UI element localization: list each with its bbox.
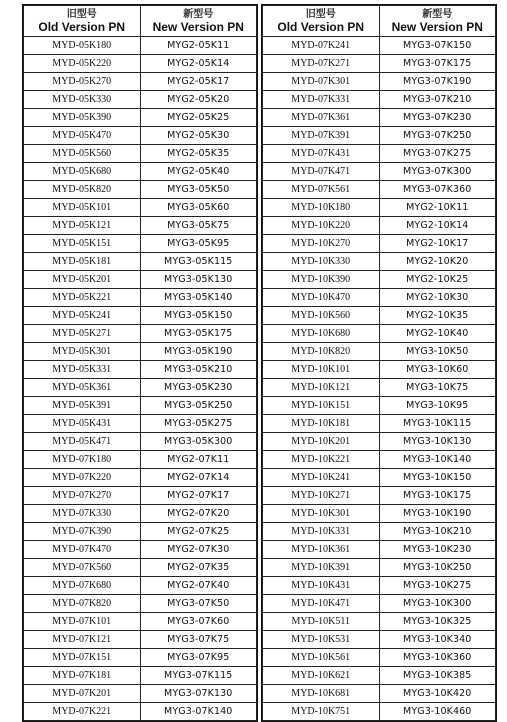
new-pn-cell: MYG3-05K150 — [140, 307, 257, 325]
header-row — [263, 6, 496, 37]
table-row — [24, 127, 257, 145]
new-pn-cell: MYG3-10K175 — [379, 487, 496, 505]
old-pn-cell: MYD-07K101 — [24, 613, 141, 631]
old-pn-cell: MYD-05K331 — [24, 361, 141, 379]
new-pn-cell: MYG3-05K175 — [140, 325, 257, 343]
new-pn-cell: MYG2-10K11 — [379, 199, 496, 217]
new-pn-cell: MYG3-10K230 — [379, 541, 496, 559]
new-pn-header-en: New Version PN — [152, 20, 244, 34]
old-pn-cell: MYD-10K511 — [263, 613, 380, 631]
table-row — [24, 667, 257, 685]
table-row — [24, 469, 257, 487]
table-row — [263, 199, 496, 217]
table-row — [24, 343, 257, 361]
table-row — [24, 415, 257, 433]
old-pn-header-en: Old Version PN — [277, 20, 365, 34]
old-pn-cell: MYD-05K121 — [24, 217, 141, 235]
table-row — [263, 55, 496, 73]
old-pn-cell: MYD-05K201 — [24, 271, 141, 289]
old-pn-cell: MYD-07K390 — [24, 523, 141, 541]
table-row — [263, 613, 496, 631]
old-pn-cell: MYD-05K271 — [24, 325, 141, 343]
right-table-block — [261, 4, 497, 722]
table-row — [24, 631, 257, 649]
new-pn-cell: MYG2-07K20 — [140, 505, 257, 523]
old-pn-cell: MYD-07K471 — [263, 163, 380, 181]
table-row — [24, 523, 257, 541]
table-row — [24, 361, 257, 379]
old-pn-cell: MYD-05K471 — [24, 433, 141, 451]
old-pn-cell: MYD-05K330 — [24, 91, 141, 109]
old-pn-cell: MYD-05K221 — [24, 289, 141, 307]
old-pn-cell: MYD-07K301 — [263, 73, 380, 91]
old-pn-cell: MYD-07K121 — [24, 631, 141, 649]
table-row — [263, 649, 496, 667]
new-pn-cell: MYG2-07K11 — [140, 451, 257, 469]
old-pn-cell: MYD-05K391 — [24, 397, 141, 415]
old-pn-cell: MYD-10K181 — [263, 415, 380, 433]
table-row — [24, 253, 257, 271]
new-pn-cell: MYG3-10K250 — [379, 559, 496, 577]
old-pn-cell: MYD-10K270 — [263, 235, 380, 253]
new-pn-cell: MYG2-05K20 — [140, 91, 257, 109]
old-pn-cell: MYD-10K471 — [263, 595, 380, 613]
table-row — [263, 397, 496, 415]
old-pn-cell: MYD-07K331 — [263, 91, 380, 109]
old-pn-cell: MYD-05K101 — [24, 199, 141, 217]
new-pn-cell: MYG2-10K30 — [379, 289, 496, 307]
old-pn-cell: MYD-05K151 — [24, 235, 141, 253]
old-pn-cell: MYD-07K270 — [24, 487, 141, 505]
old-pn-cell: MYD-10K531 — [263, 631, 380, 649]
table-row — [24, 289, 257, 307]
old-pn-cell: MYD-05K560 — [24, 145, 141, 163]
new-pn-cell: MYG3-05K115 — [140, 253, 257, 271]
table-row — [263, 361, 496, 379]
new-pn-cell: MYG2-10K40 — [379, 325, 496, 343]
old-pn-cell: MYD-07K391 — [263, 127, 380, 145]
table-row — [263, 559, 496, 577]
new-pn-cell: MYG3-05K250 — [140, 397, 257, 415]
new-pn-header-en: New Version PN — [391, 20, 483, 34]
new-pn-cell: MYG3-07K190 — [379, 73, 496, 91]
new-pn-cell: MYG2-10K35 — [379, 307, 496, 325]
table-row — [24, 145, 257, 163]
new-pn-cell: MYG2-07K40 — [140, 577, 257, 595]
table-row — [24, 199, 257, 217]
table-row — [24, 613, 257, 631]
table-row — [24, 325, 257, 343]
old-pn-cell: MYD-10K680 — [263, 325, 380, 343]
old-pn-cell: MYD-10K560 — [263, 307, 380, 325]
table-row — [263, 343, 496, 361]
old-pn-cell: MYD-10K431 — [263, 577, 380, 595]
table-row — [263, 487, 496, 505]
new-pn-cell: MYG3-07K150 — [379, 37, 496, 55]
new-pn-cell: MYG3-07K115 — [140, 667, 257, 685]
new-pn-cell: MYG3-05K230 — [140, 379, 257, 397]
new-pn-cell: MYG2-05K25 — [140, 109, 257, 127]
table-row — [263, 415, 496, 433]
new-pn-cell: MYG3-05K75 — [140, 217, 257, 235]
new-pn-cell: MYG3-10K130 — [379, 433, 496, 451]
new-pn-header — [379, 6, 496, 37]
table-row — [24, 487, 257, 505]
old-pn-cell: MYD-07K470 — [24, 541, 141, 559]
new-pn-cell: MYG3-07K140 — [140, 703, 257, 721]
new-pn-cell: MYG3-07K175 — [379, 55, 496, 73]
table-row — [24, 181, 257, 199]
new-pn-cell: MYG2-05K17 — [140, 73, 257, 91]
old-pn-header — [263, 6, 380, 37]
header-row — [24, 6, 257, 37]
new-pn-cell: MYG3-10K340 — [379, 631, 496, 649]
new-pn-cell: MYG3-10K385 — [379, 667, 496, 685]
new-pn-cell: MYG3-10K50 — [379, 343, 496, 361]
old-pn-cell: MYD-07K201 — [24, 685, 141, 703]
old-pn-cell: MYD-10K121 — [263, 379, 380, 397]
new-pn-cell: MYG2-05K14 — [140, 55, 257, 73]
table-row — [263, 253, 496, 271]
table-row — [263, 127, 496, 145]
new-pn-cell: MYG2-07K25 — [140, 523, 257, 541]
table-body-right — [263, 37, 496, 721]
table-row — [263, 541, 496, 559]
old-pn-cell: MYD-10K220 — [263, 217, 380, 235]
new-pn-cell: MYG2-10K14 — [379, 217, 496, 235]
new-pn-cell: MYG2-07K17 — [140, 487, 257, 505]
old-pn-cell: MYD-10K101 — [263, 361, 380, 379]
table-row — [24, 559, 257, 577]
old-pn-cell: MYD-07K820 — [24, 595, 141, 613]
old-pn-header-zh: 旧型号 — [66, 9, 97, 20]
new-pn-cell: MYG3-10K150 — [379, 469, 496, 487]
new-pn-cell: MYG3-10K460 — [379, 703, 496, 721]
table-row — [263, 91, 496, 109]
old-pn-cell: MYD-10K470 — [263, 289, 380, 307]
new-pn-cell: MYG3-10K95 — [379, 397, 496, 415]
old-pn-cell: MYD-05K181 — [24, 253, 141, 271]
new-pn-cell: MYG3-05K210 — [140, 361, 257, 379]
old-pn-cell: MYD-05K820 — [24, 181, 141, 199]
new-pn-cell: MYG2-07K14 — [140, 469, 257, 487]
table-body-left — [24, 37, 257, 721]
table-row — [24, 703, 257, 721]
table-row — [263, 271, 496, 289]
new-pn-cell: MYG3-10K75 — [379, 379, 496, 397]
old-pn-header — [24, 6, 141, 37]
table-row — [263, 703, 496, 721]
old-pn-cell: MYD-07K220 — [24, 469, 141, 487]
new-pn-cell: MYG3-05K95 — [140, 235, 257, 253]
new-pn-cell: MYG2-07K35 — [140, 559, 257, 577]
old-pn-cell: MYD-07K221 — [24, 703, 141, 721]
new-pn-cell: MYG3-07K95 — [140, 649, 257, 667]
new-pn-cell: MYG3-07K75 — [140, 631, 257, 649]
old-pn-cell: MYD-10K151 — [263, 397, 380, 415]
table-row — [24, 577, 257, 595]
old-pn-cell: MYD-05K470 — [24, 127, 141, 145]
new-pn-cell: MYG3-07K50 — [140, 595, 257, 613]
new-pn-cell: MYG2-07K30 — [140, 541, 257, 559]
table-row — [24, 685, 257, 703]
table-row — [263, 307, 496, 325]
old-pn-cell: MYD-07K181 — [24, 667, 141, 685]
table-row — [263, 595, 496, 613]
new-pn-cell: MYG3-10K420 — [379, 685, 496, 703]
table-row — [263, 469, 496, 487]
new-pn-cell: MYG3-10K300 — [379, 595, 496, 613]
table-row — [24, 541, 257, 559]
table-row — [263, 73, 496, 91]
table-row — [24, 73, 257, 91]
new-pn-cell: MYG3-05K300 — [140, 433, 257, 451]
old-pn-header-zh: 旧型号 — [305, 9, 336, 20]
table-row — [263, 325, 496, 343]
new-pn-cell: MYG3-07K360 — [379, 181, 496, 199]
table-row — [24, 595, 257, 613]
table-row — [263, 145, 496, 163]
old-pn-cell: MYD-10K390 — [263, 271, 380, 289]
new-pn-cell: MYG2-05K30 — [140, 127, 257, 145]
new-pn-cell: MYG3-07K130 — [140, 685, 257, 703]
old-pn-cell: MYD-07K330 — [24, 505, 141, 523]
table-row — [24, 163, 257, 181]
old-pn-cell: MYD-07K680 — [24, 577, 141, 595]
old-pn-cell: MYD-07K431 — [263, 145, 380, 163]
table-row — [24, 397, 257, 415]
new-pn-cell: MYG3-07K60 — [140, 613, 257, 631]
new-pn-cell: MYG2-10K25 — [379, 271, 496, 289]
old-pn-cell: MYD-10K201 — [263, 433, 380, 451]
new-pn-cell: MYG3-10K275 — [379, 577, 496, 595]
new-pn-cell: MYG3-05K190 — [140, 343, 257, 361]
table-row — [263, 577, 496, 595]
table-row — [263, 181, 496, 199]
old-pn-cell: MYD-07K151 — [24, 649, 141, 667]
old-pn-cell: MYD-05K431 — [24, 415, 141, 433]
old-pn-cell: MYD-05K301 — [24, 343, 141, 361]
old-pn-cell: MYD-05K180 — [24, 37, 141, 55]
old-pn-cell: MYD-05K241 — [24, 307, 141, 325]
new-pn-cell: MYG3-05K275 — [140, 415, 257, 433]
table-row — [263, 685, 496, 703]
old-pn-cell: MYD-05K220 — [24, 55, 141, 73]
new-pn-header — [140, 6, 257, 37]
table-row — [263, 667, 496, 685]
new-pn-cell: MYG3-10K210 — [379, 523, 496, 541]
table-row — [263, 631, 496, 649]
table-row — [24, 271, 257, 289]
new-pn-header-zh: 新型号 — [422, 9, 453, 20]
old-pn-cell: MYD-07K241 — [263, 37, 380, 55]
new-pn-cell: MYG2-05K11 — [140, 37, 257, 55]
table-row — [24, 109, 257, 127]
table-row — [24, 505, 257, 523]
table-row — [24, 37, 257, 55]
table-row — [263, 37, 496, 55]
table-row — [24, 379, 257, 397]
new-pn-cell: MYG3-10K360 — [379, 649, 496, 667]
left-table-block — [22, 4, 258, 722]
new-pn-cell: MYG3-10K115 — [379, 415, 496, 433]
old-pn-cell: MYD-07K361 — [263, 109, 380, 127]
table-row — [263, 289, 496, 307]
old-pn-cell: MYD-10K301 — [263, 505, 380, 523]
old-pn-cell: MYD-10K561 — [263, 649, 380, 667]
pn-table-right — [262, 5, 496, 721]
new-pn-cell: MYG3-07K210 — [379, 91, 496, 109]
old-pn-cell: MYD-07K561 — [263, 181, 380, 199]
old-pn-cell: MYD-10K621 — [263, 667, 380, 685]
new-pn-cell: MYG3-07K250 — [379, 127, 496, 145]
table-row — [24, 307, 257, 325]
new-pn-cell: MYG3-07K300 — [379, 163, 496, 181]
new-pn-cell: MYG3-05K130 — [140, 271, 257, 289]
table-row — [263, 163, 496, 181]
table-row — [263, 505, 496, 523]
old-pn-cell: MYD-10K330 — [263, 253, 380, 271]
old-pn-header-en: Old Version PN — [38, 20, 126, 34]
old-pn-cell: MYD-10K180 — [263, 199, 380, 217]
new-pn-cell: MYG3-10K190 — [379, 505, 496, 523]
pn-table-left — [23, 5, 257, 721]
new-pn-cell: MYG2-10K20 — [379, 253, 496, 271]
table-row — [24, 649, 257, 667]
new-pn-cell: MYG3-07K230 — [379, 109, 496, 127]
new-pn-cell: MYG3-05K60 — [140, 199, 257, 217]
new-pn-cell: MYG3-05K140 — [140, 289, 257, 307]
new-pn-cell: MYG2-05K40 — [140, 163, 257, 181]
old-pn-cell: MYD-05K390 — [24, 109, 141, 127]
old-pn-cell: MYD-05K270 — [24, 73, 141, 91]
table-row — [263, 451, 496, 469]
new-pn-cell: MYG3-10K140 — [379, 451, 496, 469]
old-pn-cell: MYD-05K361 — [24, 379, 141, 397]
table-row — [24, 55, 257, 73]
old-pn-cell: MYD-10K271 — [263, 487, 380, 505]
old-pn-cell: MYD-07K180 — [24, 451, 141, 469]
old-pn-cell: MYD-07K271 — [263, 55, 380, 73]
table-row — [24, 235, 257, 253]
old-pn-cell: MYD-10K391 — [263, 559, 380, 577]
table-row — [24, 217, 257, 235]
new-pn-cell: MYG3-07K275 — [379, 145, 496, 163]
table-row — [263, 433, 496, 451]
old-pn-cell: MYD-07K560 — [24, 559, 141, 577]
table-row — [263, 109, 496, 127]
new-pn-cell: MYG3-10K60 — [379, 361, 496, 379]
table-row — [24, 451, 257, 469]
new-pn-cell: MYG2-05K35 — [140, 145, 257, 163]
old-pn-cell: MYD-10K681 — [263, 685, 380, 703]
old-pn-cell: MYD-10K820 — [263, 343, 380, 361]
new-pn-cell: MYG3-05K50 — [140, 181, 257, 199]
old-pn-cell: MYD-10K361 — [263, 541, 380, 559]
table-row — [24, 91, 257, 109]
new-pn-header-zh: 新型号 — [183, 9, 214, 20]
table-row — [263, 217, 496, 235]
old-pn-cell: MYD-10K221 — [263, 451, 380, 469]
old-pn-cell: MYD-10K751 — [263, 703, 380, 721]
table-row — [263, 235, 496, 253]
new-pn-cell: MYG3-10K325 — [379, 613, 496, 631]
new-pn-cell: MYG2-10K17 — [379, 235, 496, 253]
old-pn-cell: MYD-10K331 — [263, 523, 380, 541]
old-pn-cell: MYD-05K680 — [24, 163, 141, 181]
table-row — [24, 433, 257, 451]
table-row — [263, 379, 496, 397]
old-pn-cell: MYD-10K241 — [263, 469, 380, 487]
table-row — [263, 523, 496, 541]
